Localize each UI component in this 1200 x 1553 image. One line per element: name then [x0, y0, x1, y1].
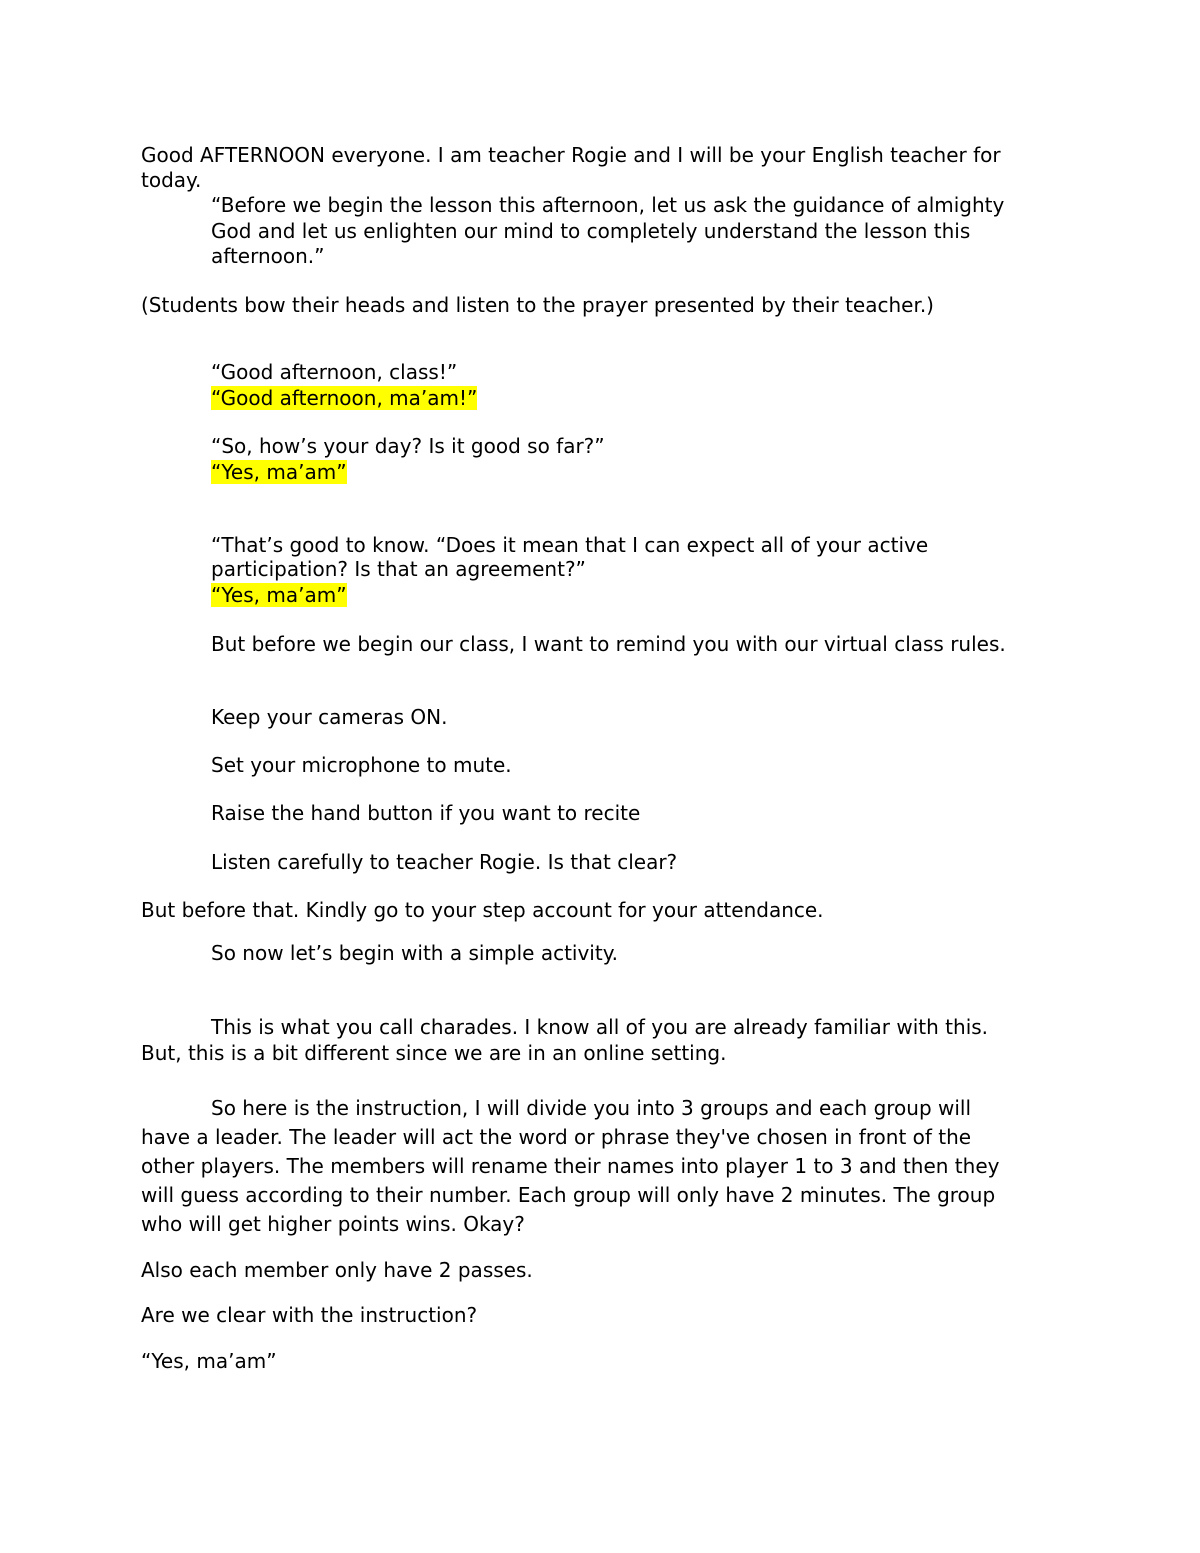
instruction-line-2: have a leader. The leader will act the word or phrase they've chosen in front of the: [141, 1125, 972, 1149]
rule-item: Listen carefully to teacher Rogie. Is that clear?: [211, 850, 678, 874]
rules-intro: But before we begin our class, I want to remind you with our virtual class rules.: [211, 632, 1006, 656]
highlighted-reply: “Good afternoon, ma’am!”: [211, 386, 478, 410]
stage-direction: (Students bow their heads and listen to the prayer presented by their teacher.): [141, 293, 934, 317]
rule-item: Keep your cameras ON.: [211, 705, 448, 729]
final-reply: “Yes, ma’am”: [141, 1349, 277, 1373]
prayer-line-2: God and let us enlighten our mind to completely understand the lesson this: [211, 219, 971, 243]
rule-item: Raise the hand button if you want to recite: [211, 801, 641, 825]
prayer-line-3: afternoon.”: [211, 244, 325, 268]
teacher-line-greeting: “Good afternoon, class!”: [211, 360, 458, 384]
charades-line-2: But, this is a bit different since we are in an online setting.: [141, 1041, 727, 1065]
teacher-line-agreement-1: “That’s good to know. “Does it mean that I can expect all of your active: [211, 533, 929, 557]
instruction-line-3: other players. The members will rename their names into player 1 to 3 and then they: [141, 1154, 1000, 1178]
teacher-line-day: “So, how’s your day? Is it good so far?”: [211, 434, 605, 458]
activity-intro: So now let’s begin with a simple activity.: [211, 941, 619, 965]
greeting-line-2: today.: [141, 168, 202, 192]
highlighted-reply: “Yes, ma’am”: [211, 460, 347, 484]
clear-check: Are we clear with the instruction?: [141, 1303, 478, 1327]
teacher-line-agreement-2: participation? Is that an agreement?”: [211, 557, 586, 581]
prayer-line-1: “Before we begin the lesson this afternoon, let us ask the guidance of almighty: [211, 193, 1005, 217]
greeting-line-1: Good AFTERNOON everyone. I am teacher Rogie and I will be your English teacher for: [141, 143, 1001, 167]
attendance-note: But before that. Kindly go to your step account for your attendance.: [141, 898, 824, 922]
student-reply-greeting: [211, 386, 477, 410]
student-reply-agreement: [211, 583, 347, 607]
instruction-line-1: So here is the instruction, I will divide you into 3 groups and each group will: [211, 1096, 972, 1120]
instruction-line-4: will guess according to their number. Each group will only have 2 minutes. The group: [141, 1183, 996, 1207]
student-reply-day: [211, 460, 347, 484]
highlighted-reply: “Yes, ma’am”: [211, 583, 347, 607]
charades-line-1: This is what you call charades. I know all of you are already familiar with this.: [211, 1015, 989, 1039]
rule-item: Set your microphone to mute.: [211, 753, 512, 777]
instruction-line-5: who will get higher points wins. Okay?: [141, 1212, 525, 1236]
passes-note: Also each member only have 2 passes.: [141, 1258, 533, 1282]
